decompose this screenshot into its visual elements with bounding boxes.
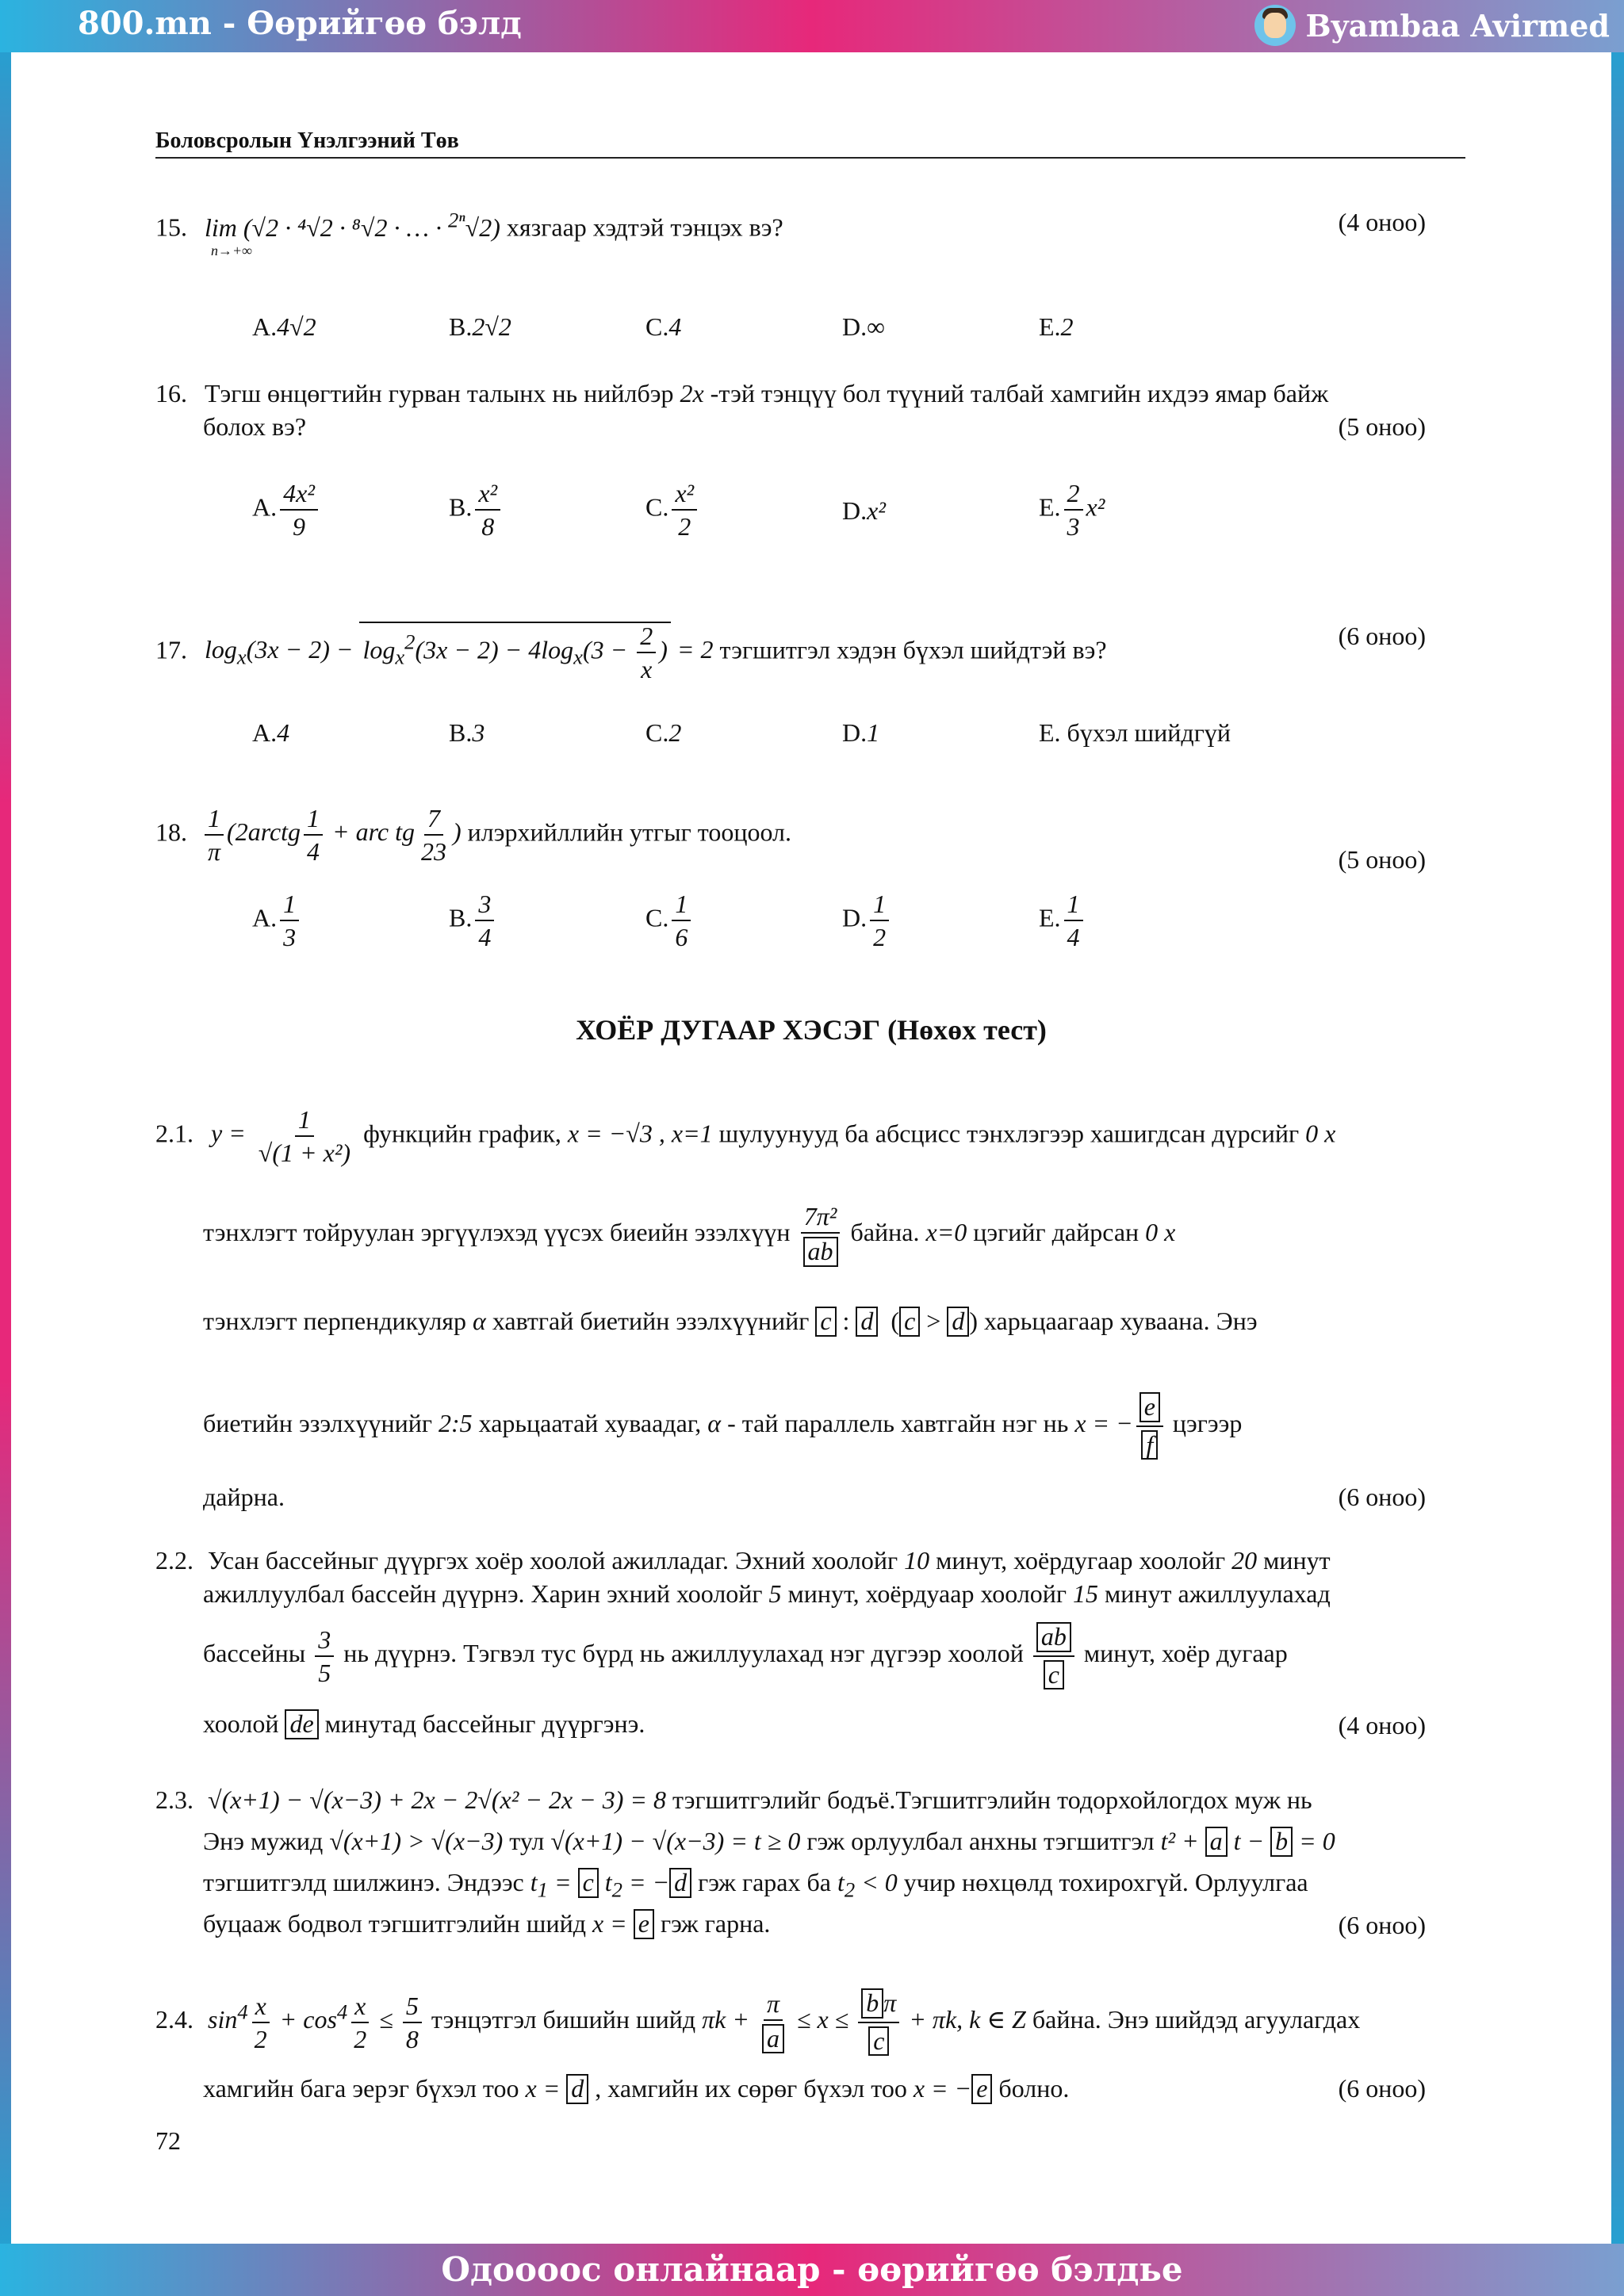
q18-points: (5 оноо) xyxy=(1338,845,1426,874)
q17-option-d: D.1 xyxy=(842,718,880,747)
q15-formula: lim (√2 · ⁴√2 · ⁸√2 · … · $^{2^n}$√2) xyxy=(205,208,500,242)
p22-line4: хоолой de минутад бассейныг дүүргэнэ. xyxy=(203,1709,645,1738)
q15-number: 15. xyxy=(155,212,187,242)
q15-text: хязгаар хэдтэй тэнцэх вэ? xyxy=(506,212,783,242)
p22-line2: ажиллуулбал бассейн дүүрнэ. Харин эхний хоолойг 5 минут, хоёрдуаар хоолойг 15 минут ажиллуулахад xyxy=(203,1579,1331,1608)
user-info[interactable] xyxy=(1254,5,1610,46)
page-number: 72 xyxy=(155,2126,181,2155)
q15-option-e: E.2 xyxy=(1039,312,1074,341)
q16-line2: болох вэ? xyxy=(203,412,307,441)
q16-points: (5 оноо) xyxy=(1338,412,1426,441)
site-bottom-bar xyxy=(0,2244,1624,2296)
q16-line1: 16. Тэгш өнцөгтийн гурван талынх нь нийлбэр 2x -тэй тэнцүү бол түүний талбай хамгийн ихдээ ямар байж xyxy=(155,379,1329,408)
q17-option-b: B.3 xyxy=(449,718,485,747)
p23-line2: Энэ мужид √(x+1) > √(x−3) тул √(x+1) − √(x−3) = t ≥ 0 гэж орлуулбал анхны тэгшитгэл t² + a t − b = 0 xyxy=(203,1827,1335,1855)
q17-option-c: C.2 xyxy=(645,718,682,747)
p22-points: (4 оноо) xyxy=(1338,1711,1426,1739)
p23-line1: 2.3. √(x+1) − √(x−3) + 2x − 2√(x² − 2x − 3) = 8 тэгшитгэлийг бодъё.Тэгшитгэлийн тодорхойлогдох муж нь xyxy=(155,1785,1312,1814)
p24-line1: 2.4. $\sin^4$ $\frac{x}{2}$ + $\cos^4$ $\frac{x}{2}$ ≤ $\frac{5}{8}$ тэнцэтгэл бишийн шийд πk + $\frac{\pi}{a}$ ≤ x ≤ $\frac{\text{b π}}{c}$ + πk, k ∈ Z байна. Энэ шийдэд агуулагдах xyxy=(155,1988,1361,2055)
p21-points: (6 оноо) xyxy=(1338,1483,1426,1511)
p21-line1: 2.1. y = $\frac{1}{\text{√(1 + x²)}}$ функцийн график, x = −√3 , x=1 шулуунууд ба абсцисс тэнхлэгээр хашигдсан дүрсийг 0 x xyxy=(155,1105,1336,1167)
footer-slogan[interactable]: Одоооос онлайнаар - өөрийгөө бэлдье xyxy=(441,2250,1183,2289)
q17-points: (6 оноо) xyxy=(1338,622,1426,650)
avatar[interactable] xyxy=(1254,5,1296,46)
q17-option-a: A.4 xyxy=(252,718,290,747)
q16-option-e: E. $\frac{2}{3}$ x² xyxy=(1039,479,1105,541)
q15-option-b: B.2√2 xyxy=(449,312,511,341)
q15-points: (4 оноо) xyxy=(1338,208,1426,236)
q15-line xyxy=(155,208,783,243)
q18-option-d: D. $\frac{1}{2}$ xyxy=(842,891,892,950)
p24-line2: хамгийн бага эерэг бүхэл тоо x = d , хамгийн их сөрөг бүхэл тоо x = − e болно. xyxy=(203,2074,1070,2103)
q15-option-d: D.∞ xyxy=(842,312,885,341)
q16-option-b: B. $\frac{\text{x²}}{8}$ xyxy=(449,480,504,539)
q16-option-a: A. $\frac{\text{4x²}}{9}$ xyxy=(252,480,321,539)
p24-points: (6 оноо) xyxy=(1338,2074,1426,2103)
section-title: ХОЁР ДУГААР ХЭСЭГ (Нөхөх тест) xyxy=(576,1014,1047,1046)
q18-option-b: B. $\frac{3}{4}$ xyxy=(449,891,497,950)
p21-line2: тэнхлэгт тойруулан эргүүлэхэд үүсэх биеийн эзэлхүүн $\frac{\text{7π²}}{ab}$ байна. x=0 цэгийг дайрсан 0 x xyxy=(203,1202,1176,1265)
p23-line4: буцааж бодвол тэгшитгэлийн шийд x = e гэж гарна. xyxy=(203,1909,771,1938)
q16-option-d: D.x² xyxy=(842,496,886,525)
q15-option-a: A.4√2 xyxy=(252,312,316,341)
q17-option-e: E. бүхэл шийдгүй xyxy=(1039,718,1231,747)
q18-option-e: E. $\frac{1}{4}$ xyxy=(1039,891,1086,950)
p22-line3: бассейны $\frac{3}{5}$ нь дүүрнэ. Тэгвэл тус бүрд нь ажиллуулахад нэг дүгээр хоолой $\frac{ab}{c}$ минут, хоёр дугаар xyxy=(203,1622,1288,1689)
q18-option-c: C. $\frac{1}{6}$ xyxy=(645,891,694,950)
q17-line: 17. $\log_x(3x - 2) - \log_x^2(3x - 2) - 4\log_x(3$ − $\frac{2}{x}$ ) = 2 тэгшитгэл хэдэн бүхэл шийдтэй вэ? xyxy=(155,622,1107,683)
p22-line1: 2.2. Усан бассейныг дүүргэх хоёр хоолой ажилладаг. Эхний хоолойг 10 минут, хоёрдугаар хоолойг 20 минут xyxy=(155,1546,1331,1575)
q16-option-c: C. $\frac{\text{x²}}{2}$ xyxy=(645,480,700,539)
q18-option-a: A. $\frac{1}{3}$ xyxy=(252,891,302,950)
document-page xyxy=(11,52,1611,2244)
page-header: Боловсролын Үнэлгээний Төв xyxy=(155,128,459,153)
header-rule xyxy=(155,157,1465,159)
p21-line3: тэнхлэгт перпендикуляр α хавтгай биетийн эзэлхүүнийг c : d ( c > d ) харьцаагаар хуваана. Энэ xyxy=(203,1307,1258,1335)
user-name: Byambaa Avirmed xyxy=(1305,7,1610,44)
q18-line: 18. $\frac{1}{\pi}$ (2arctg $\frac{1}{4}$ + arc tg $\frac{7}{23}$ ) илэрхийллийн утгыг тооцоол. xyxy=(155,804,792,866)
p23-line3: тэгшитгэлд шилжинэ. Эндээс $t_1 = c$ $t_2$ = − d гэж гарах ба $t_2 < 0$ учир нөхцөлд тохирохгүй. Орлуулгаа xyxy=(203,1868,1308,1902)
site-top-bar xyxy=(0,0,1624,52)
site-brand[interactable]: 800.mn - Өөрийгөө бэлд xyxy=(78,5,522,42)
q15-option-c: C.4 xyxy=(645,312,682,341)
p21-line5: дайрна. xyxy=(203,1483,285,1511)
p21-line4: биетийн эзэлхүүнийг 2:5 харьцаатай хуваадаг, α - тай параллель хавтгайн нэг нь x = − $\frac{e}{f}$ цэгээр xyxy=(203,1392,1243,1459)
p23-points: (6 оноо) xyxy=(1338,1911,1426,1939)
q15-limit-sub: n→+∞ xyxy=(211,243,252,258)
